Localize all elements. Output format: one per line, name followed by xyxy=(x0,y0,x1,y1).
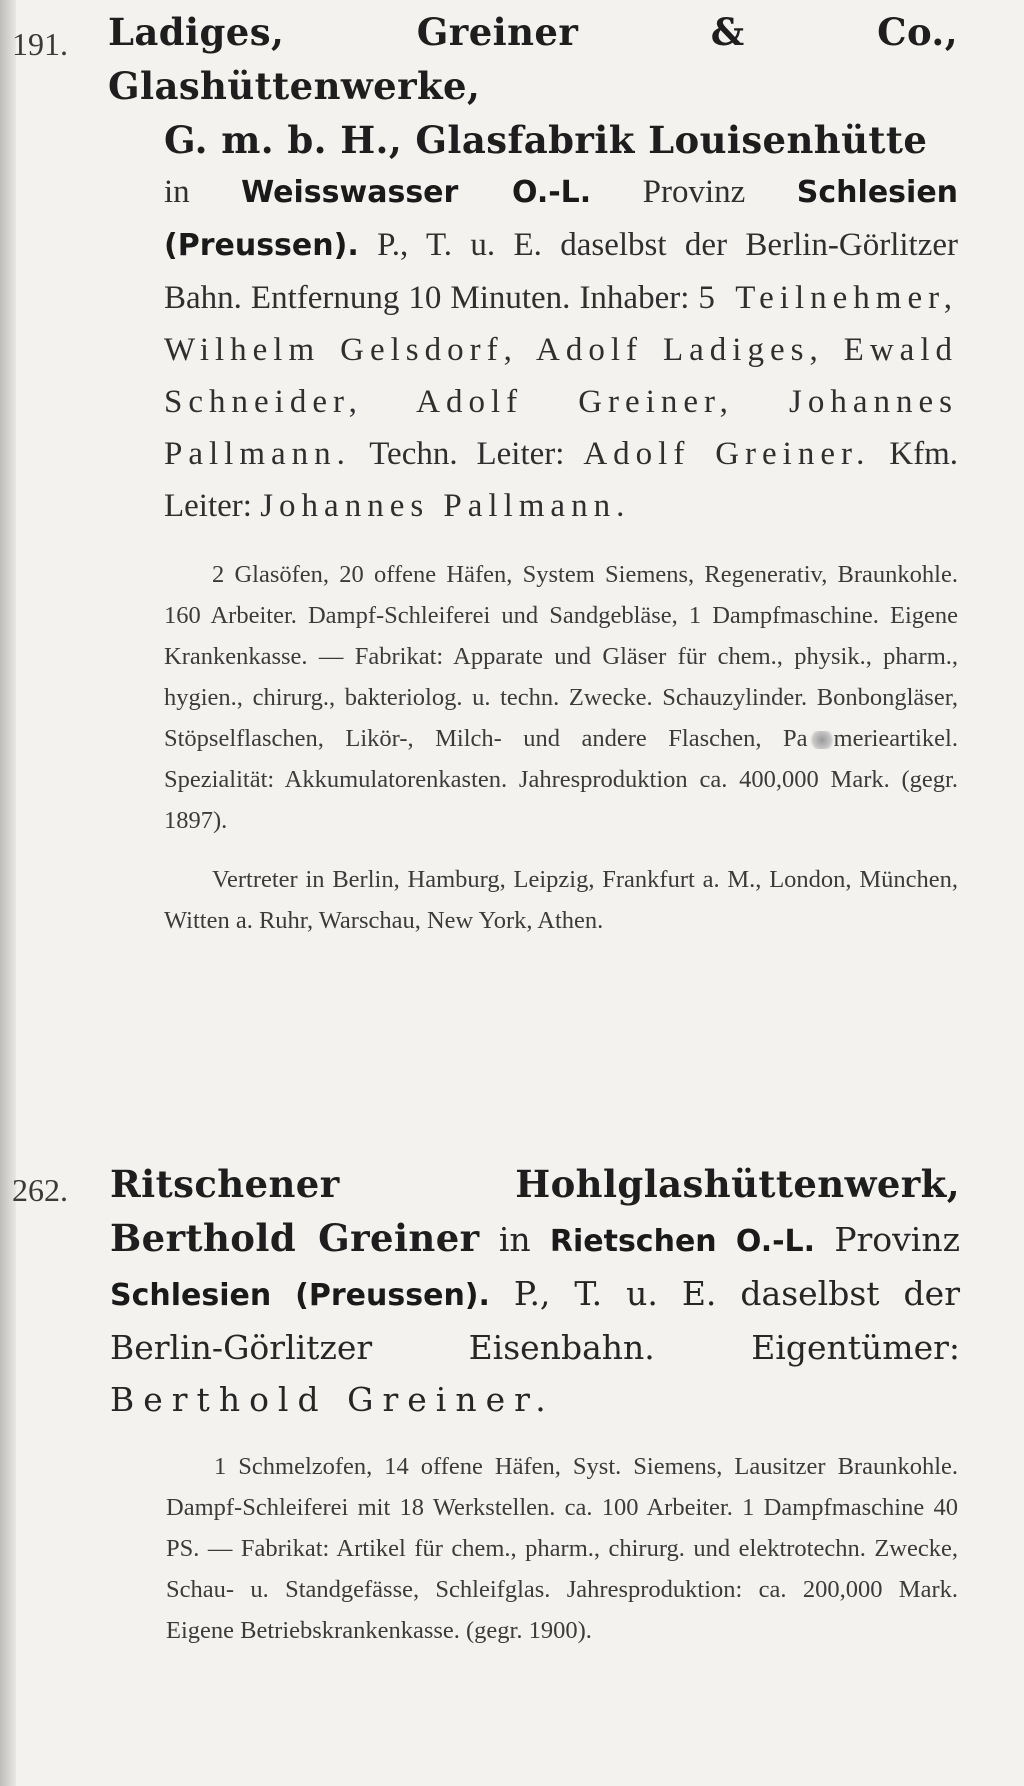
owner-name: Berthold Greiner. xyxy=(110,1380,555,1419)
firm-name-line-2: G. m. b. H., Glasfabrik Louisenhütte xyxy=(164,118,928,162)
owners-list: 5 Teilnehmer, Wilhelm Gelsdorf, Adolf Ladiges, Ewald Schneider, Adolf Greiner, Johannes Pallmann. xyxy=(164,280,959,472)
facility-description-text: 2 Glasöfen, 20 offene Häfen, System Siemens, Regenerativ, Braunkohle. 160 Arbeiter. Dampf-Schleiferei und Sandgebläse, 1 Dampfmaschine. Eigene Krankenkasse. — Fabrikat: Apparate und Gläser für chem., physik., pharm., hygien., chirurg., bakteriolog. u. techn. Zwecke. Schauzylinder. Bonbongläser, Stöpselflaschen, Likör-, Milch- und andere Flaschen, xyxy=(164,561,958,752)
directory-entry xyxy=(0,6,1024,941)
entry-number: 191. xyxy=(12,26,68,62)
province-name: Schlesien (Preussen). xyxy=(164,175,959,263)
location-text: P., T. u. E. daselbst der Berlin-Görlitzer Eisenbahn. xyxy=(110,1274,960,1367)
entry-details xyxy=(108,166,958,532)
facility-description: 1 Schmelzofen, 14 offene Häfen, Syst. Siemens, Lausitzer Braunkohle. Dampf-Schleiferei mit 18 Werkstellen. ca. 100 Arbeiter. 1 Dampfmaschine 40 PS. — Fabrikat: Artikel für chem., pharm., chirurg. und elektrotechn. Zwecke, Schau- u. Standgefässe, Schleifglas. Jahresproduktion: ca. 200,000 Mark. Eigene Betriebskrankenkasse. (gegr. 1900). xyxy=(166,1453,958,1644)
print-smudge xyxy=(810,731,834,749)
in-word: in xyxy=(498,1220,531,1259)
representatives: Vertreter in Berlin, Hamburg, Leipzig, Frankfurt a. M., London, München, Witten a. Ruhr, Warschau, New York, Athen. xyxy=(164,866,958,934)
owners-label: Inhaber: xyxy=(579,280,690,316)
directory-entry xyxy=(0,1158,1024,1651)
entry-heading xyxy=(108,6,958,532)
location-text: P., T. u. E. daselbst der Berlin-Görlitzer Bahn. Entfernung 10 Minuten. xyxy=(164,227,958,316)
tech-leiter-label: Techn. Leiter: xyxy=(369,436,565,472)
in-word: in xyxy=(164,174,190,210)
firm-name: Ritschener Hohlglashüttenwerk, Berthold Greiner xyxy=(110,1162,960,1260)
entry-number: 262. xyxy=(12,1172,68,1208)
facility-description-fragment: Pa xyxy=(783,725,808,752)
tech-leiter-name: Adolf Greiner. xyxy=(583,436,871,472)
place-name: Weisswasser O.-L. xyxy=(241,175,592,210)
provinz-word: Provinz xyxy=(642,174,746,210)
province-name: Schlesien (Preussen). xyxy=(110,1278,490,1313)
owner-label: Eigentümer: xyxy=(751,1328,960,1367)
facility-description xyxy=(164,554,958,841)
provinz-word: Provinz xyxy=(834,1220,960,1259)
entry-heading xyxy=(110,1158,960,1426)
facility-description-text-2: merieartikel. Spezialität: Akkumulatorenkasten. Jahresproduktion ca. 400,000 Mark. (gegr. 1897). xyxy=(164,725,958,834)
kfm-leiter-name: Johannes Pallmann. xyxy=(260,488,631,524)
firm-name-line-1: Ladiges, Greiner & Co., Glashüttenwerke, xyxy=(108,10,958,108)
kfm-leiter-label: Kfm. Leiter: xyxy=(164,436,959,524)
place-name: Rietschen O.-L. xyxy=(549,1224,816,1259)
